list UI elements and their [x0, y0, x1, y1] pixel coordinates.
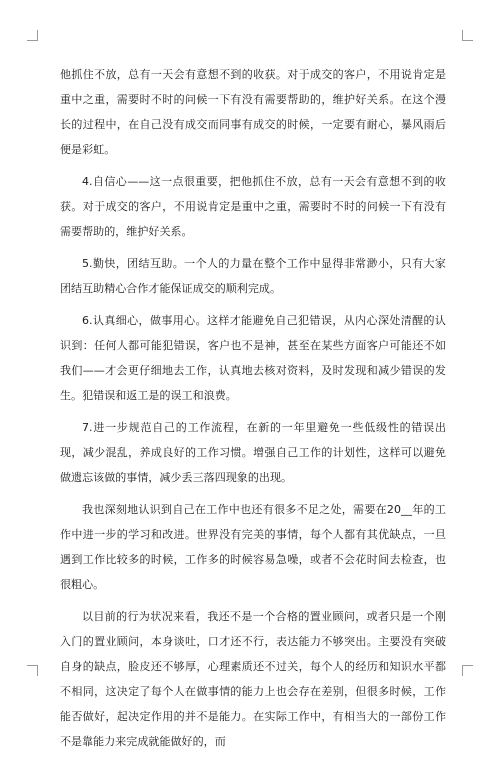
paragraph-continuation: 他抓住不放，总有一天会有意想不到的收获。对于成交的客户，不用说肯定是重中之重，需要时不时的问候一下有没有需要帮助的，维护好关系。在这个漫长的过程中，在自己没有成交而同事有成交的时候，一定要有耐心，暴风雨后便是彩虹。 — [60, 68, 446, 156]
paragraph-item-5: 5.勤快，团结互助。一个人的力量在整个工作中显得非常渺小，只有大家团结互助精心合作才能保证成交的顺利完成。 — [60, 257, 446, 295]
crop-mark-top-right — [462, 30, 473, 41]
paragraph-item-6: 6.认真细心，做事用心。这样才能避免自己犯错误，从内心深处清醒的认识到：任何人都可能犯错误，客户也不是神，甚至在某些方面客户可能还不如我们——才会更仔细地去工作，认真地去核对资料，及时发现和减少错误的发生。犯错误和返工是的误工和浪费。 — [60, 314, 446, 402]
document-body — [60, 62, 446, 761]
paragraph-item-7: 7.进一步规范自己的工作流程，在新的一年里避免一些低级性的错误出现，减少混乱，养成良好的工作习惯。增强自己工作的计划性，这样可以避免做遗忘该做的事情，减少丢三落四现象的出现。 — [60, 421, 446, 484]
crop-mark-top-left — [27, 30, 38, 41]
paragraph-shortcomings: 我也深刻地认识到自己在工作中也还有很多不足之处，需要在20__年的工作中进一步的学习和改进。世界没有完美的事情，每个人都有其优缺点，一旦遇到工作比较多的时候，工作多的时候容易急噪，或者不会花时间去检查，也很粗心。 — [60, 503, 446, 591]
crop-mark-bottom-left — [27, 665, 38, 676]
paragraph-self-assessment: 以目前的行为状况来看，我还不是一个合格的置业顾问，或者只是一个刚入门的置业顾问，本身谈吐，口才还不行，表达能力不够突出。主要没有突破自身的缺点，脸皮还不够厚，心理素质还不过关，每个人的经历和知识水平都不相同，这决定了每个人在做事情的能力上也会存在差别，但很多时候，工作能否做好，起决定作用的并不是能力。在实际工作中，有相当大的一部份工作不是靠能力来完成就能做好的，而 — [60, 610, 446, 748]
paragraph-item-4: 4.自信心——这一点很重要，把他抓住不放，总有一天会有意想不到的收获。对于成交的客户，不用说肯定是重中之重，需要时不时的问候一下有没有需要帮助的，维护好关系。 — [60, 175, 446, 238]
crop-mark-bottom-right — [462, 665, 473, 676]
